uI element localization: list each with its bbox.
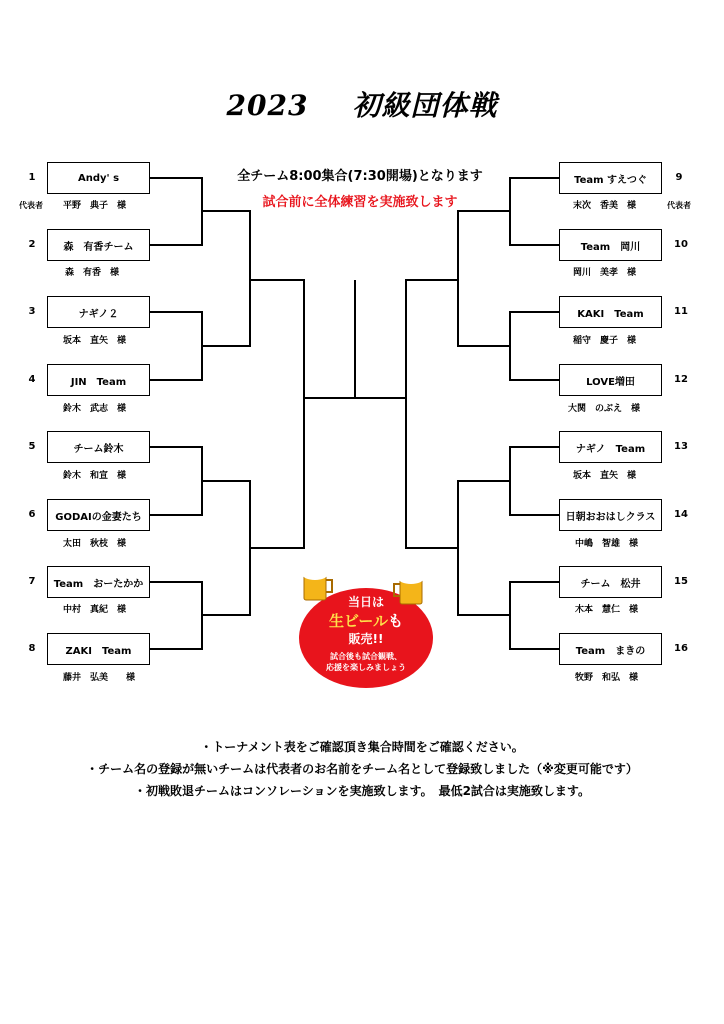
- team-representative: 鈴木 武志 様: [63, 404, 127, 414]
- team-representative: 中村 真紀 様: [63, 605, 127, 615]
- team-box: Team すえつぐ: [559, 162, 662, 194]
- team-representative: 稲守 慶子 様: [573, 336, 637, 346]
- footer-note: ・チーム名の登録が無いチームは代表者のお名前をチーム名として登録致しました（※変更可能です）: [86, 762, 638, 776]
- team-representative: 太田 秋枝 様: [63, 539, 127, 549]
- team-box: チーム鈴木: [47, 431, 150, 463]
- team-representative: 坂本 直矢 様: [63, 336, 127, 346]
- seed-number: 9: [675, 172, 683, 183]
- team-representative: 木本 慧仁 様: [575, 605, 639, 615]
- seed-number: 2: [28, 239, 36, 250]
- team-box: チーム 松井: [559, 566, 662, 598]
- team-representative: 大関 のぶえ 様: [568, 404, 641, 414]
- seed-number: 7: [28, 576, 36, 587]
- team-representative: 末次 香美 様: [573, 201, 637, 211]
- title-year: 2023: [226, 89, 309, 122]
- team-representative: 森 有香 様: [65, 268, 120, 278]
- team-box: GODAIの金妻たち: [47, 499, 150, 531]
- team-box: 森 有香チーム: [47, 229, 150, 261]
- footer-note: ・トーナメント表をご確認頂き集合時間をご確認ください。: [200, 740, 524, 754]
- team-box: ナギノ２: [47, 296, 150, 328]
- seed-number: 1: [28, 172, 36, 183]
- team-representative: 鈴木 和宣 様: [63, 471, 127, 481]
- beer-text-today: 当日は: [347, 595, 384, 609]
- seed-number: 11: [674, 306, 688, 317]
- seed-number: 12: [674, 374, 688, 385]
- seed-number: 16: [674, 643, 688, 654]
- seed-number: 4: [28, 374, 36, 385]
- team-box: 日朝おおはしクラス: [559, 499, 662, 531]
- team-box: JIN Team: [47, 364, 150, 396]
- beer-sale-badge: [296, 568, 436, 692]
- team-representative: 藤井 弘美 様: [63, 673, 136, 683]
- title-name: 初級団体戦: [352, 89, 498, 122]
- seed-number: 14: [674, 509, 688, 520]
- team-box: LOVE増田: [559, 364, 662, 396]
- seed-number: 13: [674, 441, 688, 452]
- practice-notice: 試合前に全体練習を実施致します: [262, 195, 458, 210]
- representative-label: 代表者: [19, 201, 43, 210]
- seed-number: 3: [28, 306, 36, 317]
- beer-text-enjoy: 試合後も試合観戦、 応援を楽しみましょう: [326, 652, 406, 672]
- team-box: Team 岡川: [559, 229, 662, 261]
- team-box: KAKI Team: [559, 296, 662, 328]
- team-representative: 平野 典子 様: [63, 201, 127, 211]
- beer-text-draft: 生ビールも: [328, 612, 404, 630]
- seed-number: 15: [674, 576, 688, 587]
- team-box: Andy' s: [47, 162, 150, 194]
- seed-number: 5: [28, 441, 36, 452]
- team-box: ZAKI Team: [47, 633, 150, 665]
- team-representative: 牧野 和弘 様: [575, 673, 639, 683]
- representative-label: 代表者: [667, 201, 691, 210]
- team-box: Team おーたかか: [47, 566, 150, 598]
- team-box: Team まきの: [559, 633, 662, 665]
- team-representative: 坂本 直矢 様: [573, 471, 637, 481]
- team-representative: 中嶋 智雄 様: [575, 539, 639, 549]
- assembly-notice: 全チーム8:00集合(7:30開場)となります: [237, 169, 483, 184]
- footer-note: ・初戦敗退チームはコンソレーションを実施致します。 最低2試合は実施致します。: [134, 784, 590, 798]
- team-box: ナギノ Team: [559, 431, 662, 463]
- seed-number: 8: [28, 643, 36, 654]
- team-representative: 岡川 美孝 様: [573, 268, 637, 278]
- seed-number: 10: [674, 239, 688, 250]
- beer-text-sale: 販売!!: [348, 632, 384, 646]
- seed-number: 6: [28, 509, 36, 520]
